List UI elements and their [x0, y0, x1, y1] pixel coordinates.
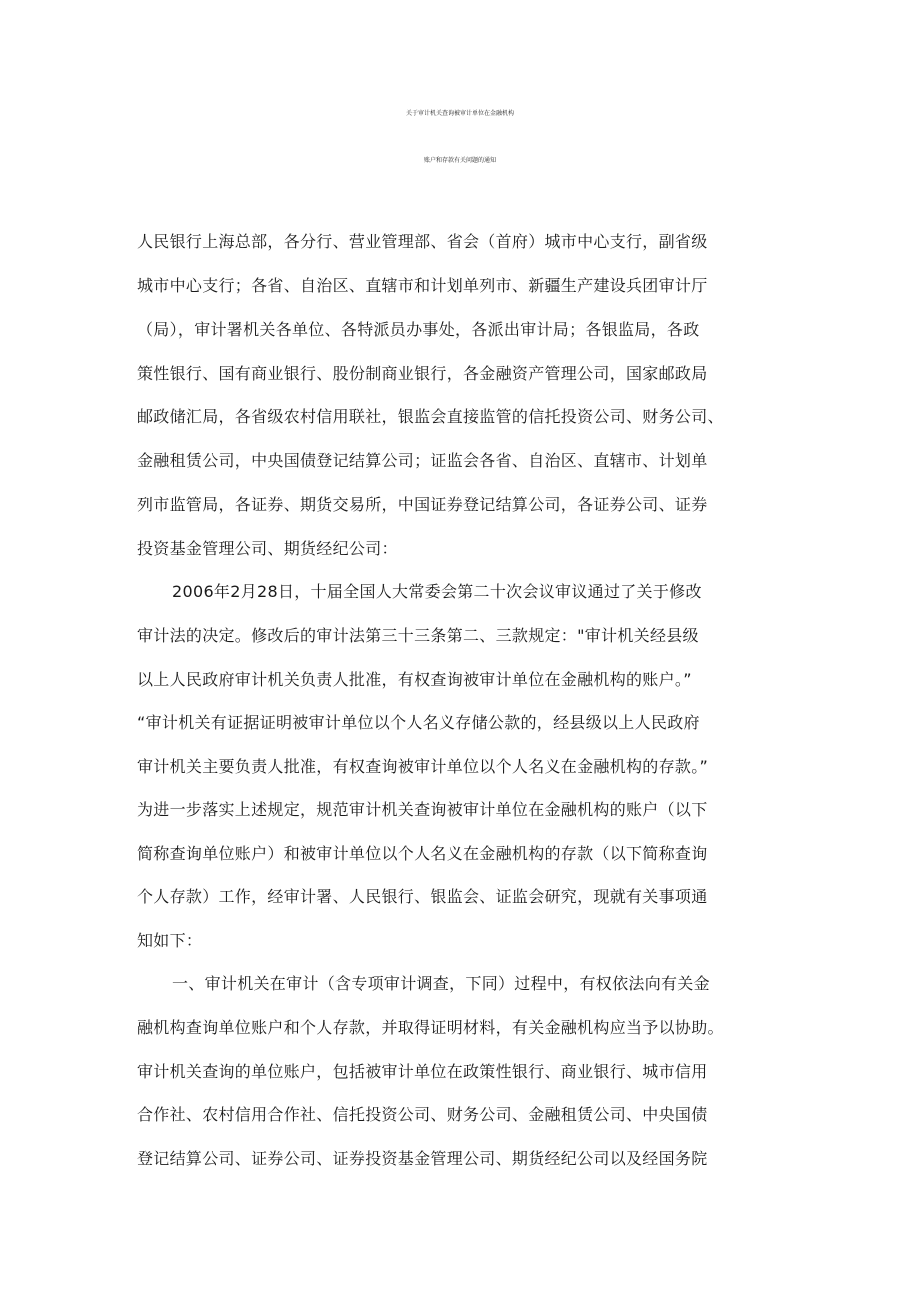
paragraph-line: 合作社、农村信用合作社、信托投资公司、财务公司、金融租赁公司、中央国债 [137, 1105, 708, 1124]
paragraph-line: 2006年2月28日，十届全国人大常委会第二十次会议审议通过了关于修改 [172, 582, 702, 601]
paragraph-line: 为进一步落实上述规定，规范审计机关查询被审计单位在金融机构的账户（以下 [137, 800, 708, 819]
addressee-line: 人民银行上海总部，各分行、营业管理部、省会（首府）城市中心支行，副省级 [137, 232, 708, 251]
document-title-line-2: 账户和存款有关问题的通知 [423, 157, 496, 164]
paragraph-line: 个人存款）工作，经审计署、人民银行、银监会、证监会研究，现就有关事项通 [137, 887, 708, 906]
paragraph-line: 审计法的决定。修改后的审计法第三十三条第二、三款规定："审计机关经县级 [137, 626, 699, 645]
paragraph-line: 知如下： [137, 931, 203, 950]
paragraph-line: 一、审计机关在审计（含专项审计调查，下同）过程中，有权依法向有关金 [172, 974, 710, 993]
paragraph-line: 简称查询单位账户）和被审计单位以个人名义在金融机构的存款（以下简称查询 [137, 844, 708, 863]
paragraph-line: 审计机关查询的单位账户，包括被审计单位在政策性银行、商业银行、城市信用 [137, 1062, 708, 1081]
paragraph-line: 审计机关主要负责人批准，有权查询被审计单位以个人名义在金融机构的存款。” [137, 757, 709, 776]
paragraph-line: 以上人民政府审计机关负责人批准，有权查询被审计单位在金融机构的账户。” [137, 670, 692, 689]
addressee-line: 城市中心支行；各省、自治区、直辖市和计划单列市、新疆生产建设兵团审计厅 [137, 276, 708, 295]
addressee-line: 金融租赁公司，中央国债登记结算公司；证监会各省、自治区、直辖市、计划单 [137, 451, 708, 470]
addressee-line: 邮政储汇局，各省级农村信用联社，银监会直接监管的信托投资公司、财务公司、 [137, 407, 724, 426]
paragraph-line: “审计机关有证据证明被审计单位以个人名义存储公款的，经县级以上人民政府 [137, 713, 700, 732]
addressee-line: 投资基金管理公司、期货经纪公司： [137, 539, 398, 558]
paragraph-line: 融机构查询单位账户和个人存款，并取得证明材料，有关金融机构应当予以协助。 [137, 1018, 724, 1037]
addressee-line: （局），审计署机关各单位、各特派员办事处，各派出审计局；各银监局，各政 [137, 320, 700, 339]
addressee-line: 策性银行、国有商业银行、股份制商业银行，各金融资产管理公司，国家邮政局 [137, 364, 708, 383]
document-title-line-1: 关于审计机关查询被审计单位在金融机构 [405, 110, 514, 117]
addressee-line: 列市监管局，各证券、期货交易所，中国证券登记结算公司，各证券公司、证券 [137, 495, 708, 514]
paragraph-line: 登记结算公司、证券公司、证券投资基金管理公司、期货经纪公司以及经国务院 [137, 1149, 708, 1168]
